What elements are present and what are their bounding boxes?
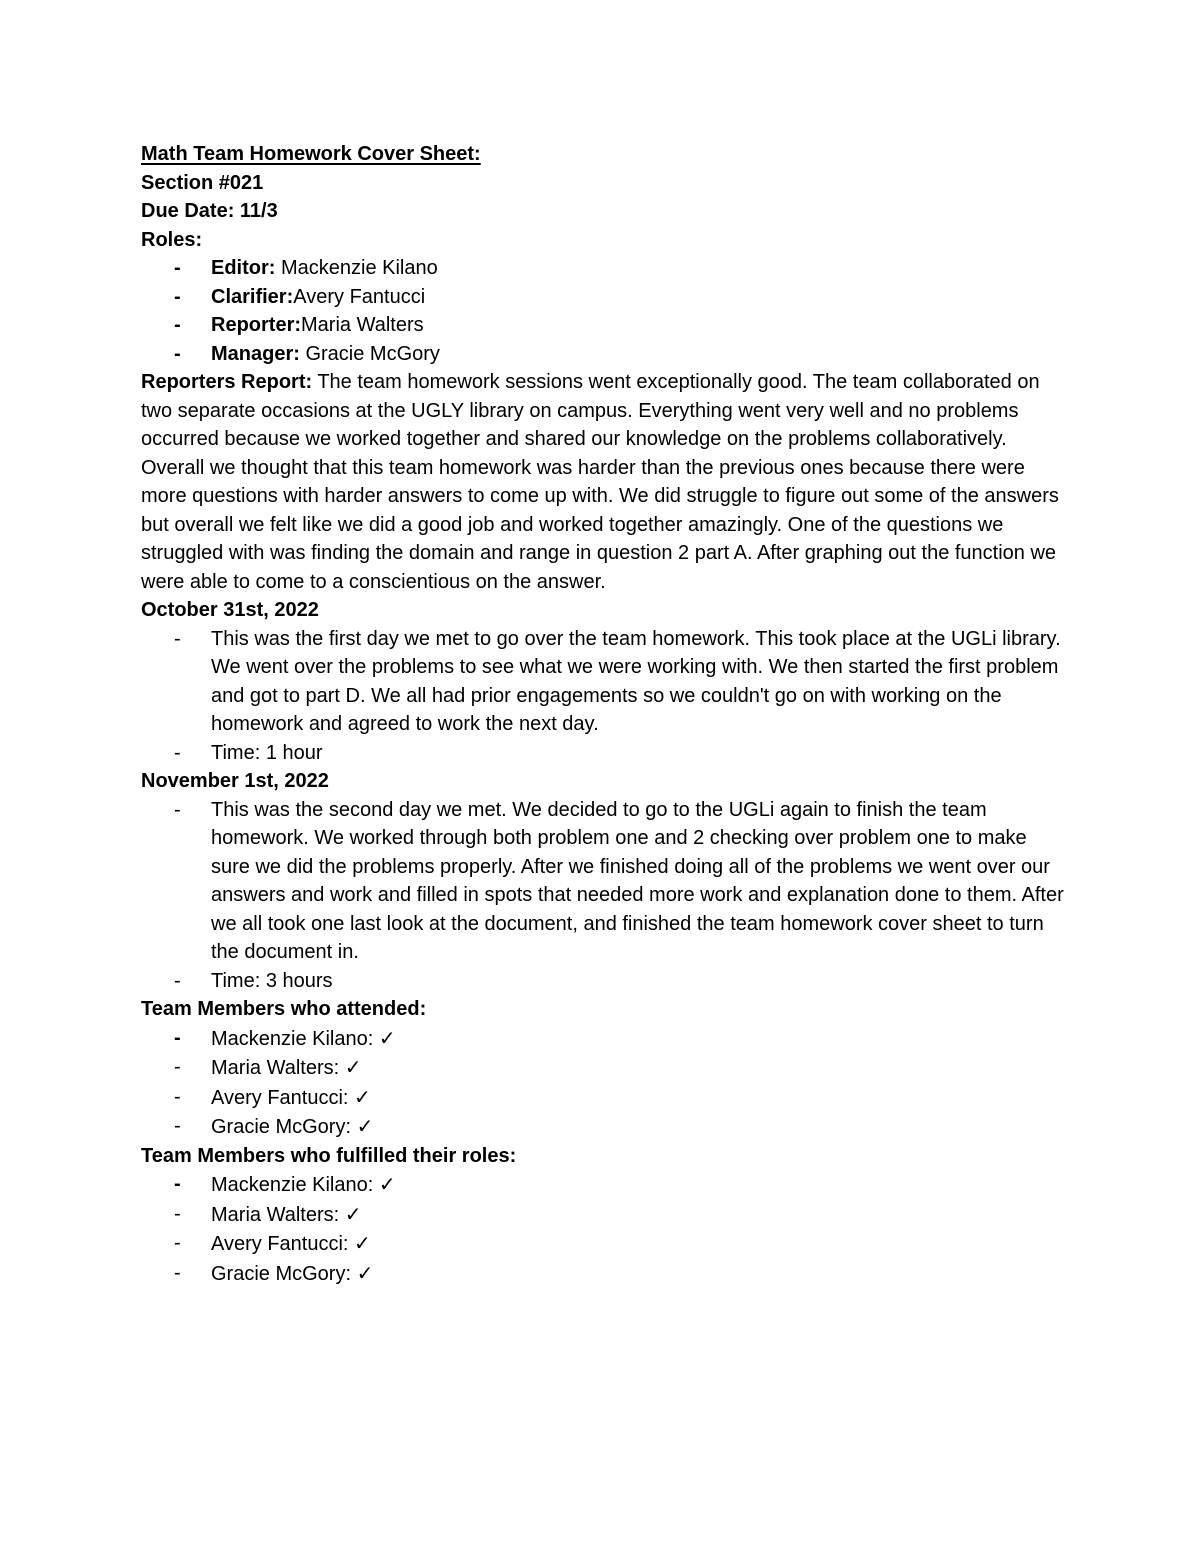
dash-bullet: - — [174, 1232, 181, 1254]
checkmark-icon: ✓ — [356, 1114, 374, 1138]
dash-bullet: - — [174, 1056, 181, 1078]
reporters-report — [141, 368, 1071, 596]
session-time: Time: 1 hour — [211, 741, 323, 764]
attended-member — [141, 1024, 1071, 1054]
member-name: Avery Fantucci: — [211, 1086, 355, 1109]
role-value: Gracie McGory — [299, 342, 440, 365]
fulfilled-list — [141, 1170, 1071, 1288]
role-label: Reporter: — [211, 314, 302, 336]
member-name: Gracie McGory: — [211, 1116, 357, 1138]
role-label: Clarifier: — [211, 285, 294, 308]
fulfilled-member — [141, 1259, 1071, 1289]
checkmark-icon: ✓ — [354, 1084, 371, 1109]
role-label: Manager: — [211, 342, 300, 365]
roles-heading: Roles: — [141, 228, 203, 251]
session-1-summary — [141, 625, 1071, 739]
dash-bullet: - — [174, 314, 181, 336]
section-number: Section #021 — [141, 171, 264, 194]
dash-bullet: - — [174, 627, 181, 650]
report-text: The team homework sessions went exceptionally good. The team collaborated on two separate occasions at the UGLY library on campus. Everything went very well and no problems occurred because we worked together and shared our knowledge on the problems collaboratively. Overall we thought that this team homework was harder than the previous ones because there were more questions with harder answers to come up with. We did struggle to figure out some of the answers but overall we felt like we did a good job and worked together amazingly. One of the questions we struggled with was finding the domain and range in question 2 part A. After graphing out the function we were able to come to a conscientious on the answer. — [141, 371, 1059, 593]
dash-bullet: - — [174, 798, 181, 821]
role-label: Editor: — [211, 257, 276, 279]
attended-member — [141, 1083, 1071, 1113]
dash-bullet: - — [174, 741, 181, 764]
attended-list — [141, 1024, 1071, 1142]
session-date-1: October 31st, 2022 — [141, 599, 319, 621]
dash-bullet: - — [174, 1261, 181, 1284]
checkmark-icon: ✓ — [356, 1260, 374, 1285]
session-time: Time: 3 hours — [211, 969, 333, 992]
report-label: Reporters Report: — [141, 371, 313, 393]
member-name: Maria Walters: — [211, 1057, 345, 1079]
session-text: This was the second day we met. We decided to go to the UGLi again to finish the team homework. We worked through both problem one and 2 checking over problem one to make sure we did the problems properly. After we finished doing all of the problems we went over our answers and work and filled in spots that needed more work and explanation done to them. After we all took one last look at the document, and finished the team homework cover sheet to turn the document in. — [211, 798, 1064, 963]
document-title: Math Team Homework Cover Sheet: — [141, 143, 481, 165]
member-name: Maria Walters: — [211, 1203, 345, 1226]
dash-bullet: - — [174, 342, 181, 365]
dash-bullet: - — [174, 257, 181, 279]
session-2-summary — [141, 796, 1071, 967]
roles-list — [141, 254, 1071, 368]
attended-member — [141, 1053, 1071, 1083]
session-1-list — [141, 625, 1071, 768]
checkmark-icon: ✓ — [378, 1172, 396, 1196]
role-value: Avery Fantucci — [293, 285, 426, 308]
member-name: Avery Fantucci: — [211, 1233, 355, 1255]
role-item-clarifier — [141, 283, 1071, 312]
due-date: Due Date: 11/3 — [141, 200, 278, 222]
role-item-editor — [141, 254, 1071, 283]
dash-bullet: - — [174, 969, 181, 992]
session-1-time — [141, 739, 1071, 768]
session-2-list — [141, 796, 1071, 996]
checkmark-icon: ✓ — [378, 1025, 396, 1050]
fulfilled-member — [141, 1229, 1071, 1259]
fulfilled-member — [141, 1170, 1071, 1200]
fulfilled-member — [141, 1200, 1071, 1230]
session-2-time — [141, 967, 1071, 996]
role-item-manager — [141, 340, 1071, 369]
role-item-reporter — [141, 311, 1071, 340]
dash-bullet: - — [174, 1085, 181, 1108]
session-text: This was the first day we met to go over the team homework. This took place at the UGLi library. We went over the problems to see what we were working with. We then started the first problem and got to part D. We all had prior engagements so we couldn't go on with working on the homework and agreed to work the next day. — [211, 627, 1061, 735]
member-name: Mackenzie Kilano: — [211, 1027, 379, 1050]
attended-member — [141, 1112, 1071, 1142]
dash-bullet: - — [174, 1026, 181, 1049]
dash-bullet: - — [174, 1173, 181, 1195]
role-value: Mackenzie Kilano — [275, 257, 438, 279]
session-date-2: November 1st, 2022 — [141, 770, 329, 792]
checkmark-icon: ✓ — [344, 1201, 362, 1226]
checkmark-icon: ✓ — [344, 1055, 362, 1079]
dash-bullet: - — [174, 1202, 181, 1225]
checkmark-icon: ✓ — [354, 1231, 371, 1255]
fulfilled-heading: Team Members who fulfilled their roles: — [141, 1144, 517, 1167]
attended-heading: Team Members who attended: — [141, 998, 427, 1020]
member-name: Gracie McGory: — [211, 1262, 357, 1285]
dash-bullet: - — [174, 1115, 181, 1137]
dash-bullet: - — [174, 285, 181, 308]
role-value: Maria Walters — [301, 314, 424, 336]
document-page — [141, 140, 1071, 1288]
member-name: Mackenzie Kilano: — [211, 1174, 379, 1196]
